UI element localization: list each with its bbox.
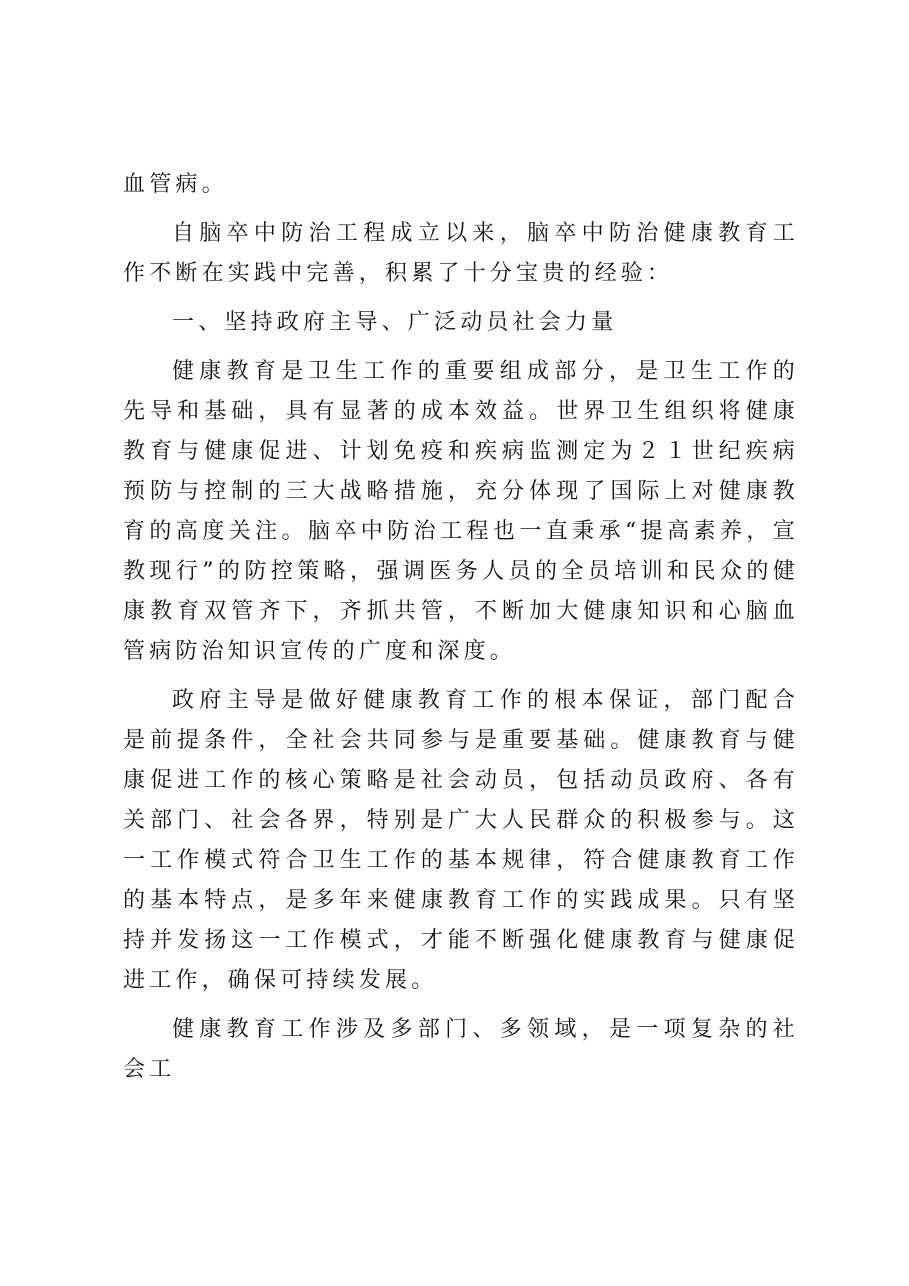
paragraph-intro: 自脑卒中防治工程成立以来，脑卒中防治健康教育工作不断在实践中完善，积累了十分宝贵的经验： <box>123 221 799 286</box>
section-heading: 一、坚持政府主导、广泛动员社会力量 <box>172 310 618 335</box>
paragraph-multi-department: 健康教育工作涉及多部门、多领域，是一项复杂的社会工 <box>123 1017 799 1082</box>
paragraph-continuation: 血管病。 <box>123 172 228 197</box>
paragraph-health-education: 健康教育是卫生工作的重要组成部分，是卫生工作的先导和基础，具有显著的成本效益。世界卫生组织将健康教育与健康促进、计划免疫和疾病监测定为２１世纪疾病预防与控制的三大战略措施，充分体现了国际上对健康教育的高度关注。脑卒中防治工程也一直秉承“提高素养，宣教现行”的防控策略，强调医务人员的全员培训和民众的健康教育双管齐下，齐抓共管，不断加大健康知识和心脑血管病防治知识宣传的广度和深度。 <box>123 359 799 664</box>
document-body <box>123 165 799 1099</box>
paragraph-government-leadership: 政府主导是做好健康教育工作的根本保证，部门配合是前提条件，全社会共同参与是重要基础。健康教育与健康促进工作的核心策略是社会动员，包括动员政府、各有关部门、社会各界，特别是广大人民群众的积极参与。这一工作模式符合卫生工作的基本规律，符合健康教育工作的基本特点，是多年来健康教育工作的实践成果。只有坚持并发扬这一工作模式，才能不断强化健康教育与健康促进工作，确保可持续发展。 <box>123 688 799 993</box>
